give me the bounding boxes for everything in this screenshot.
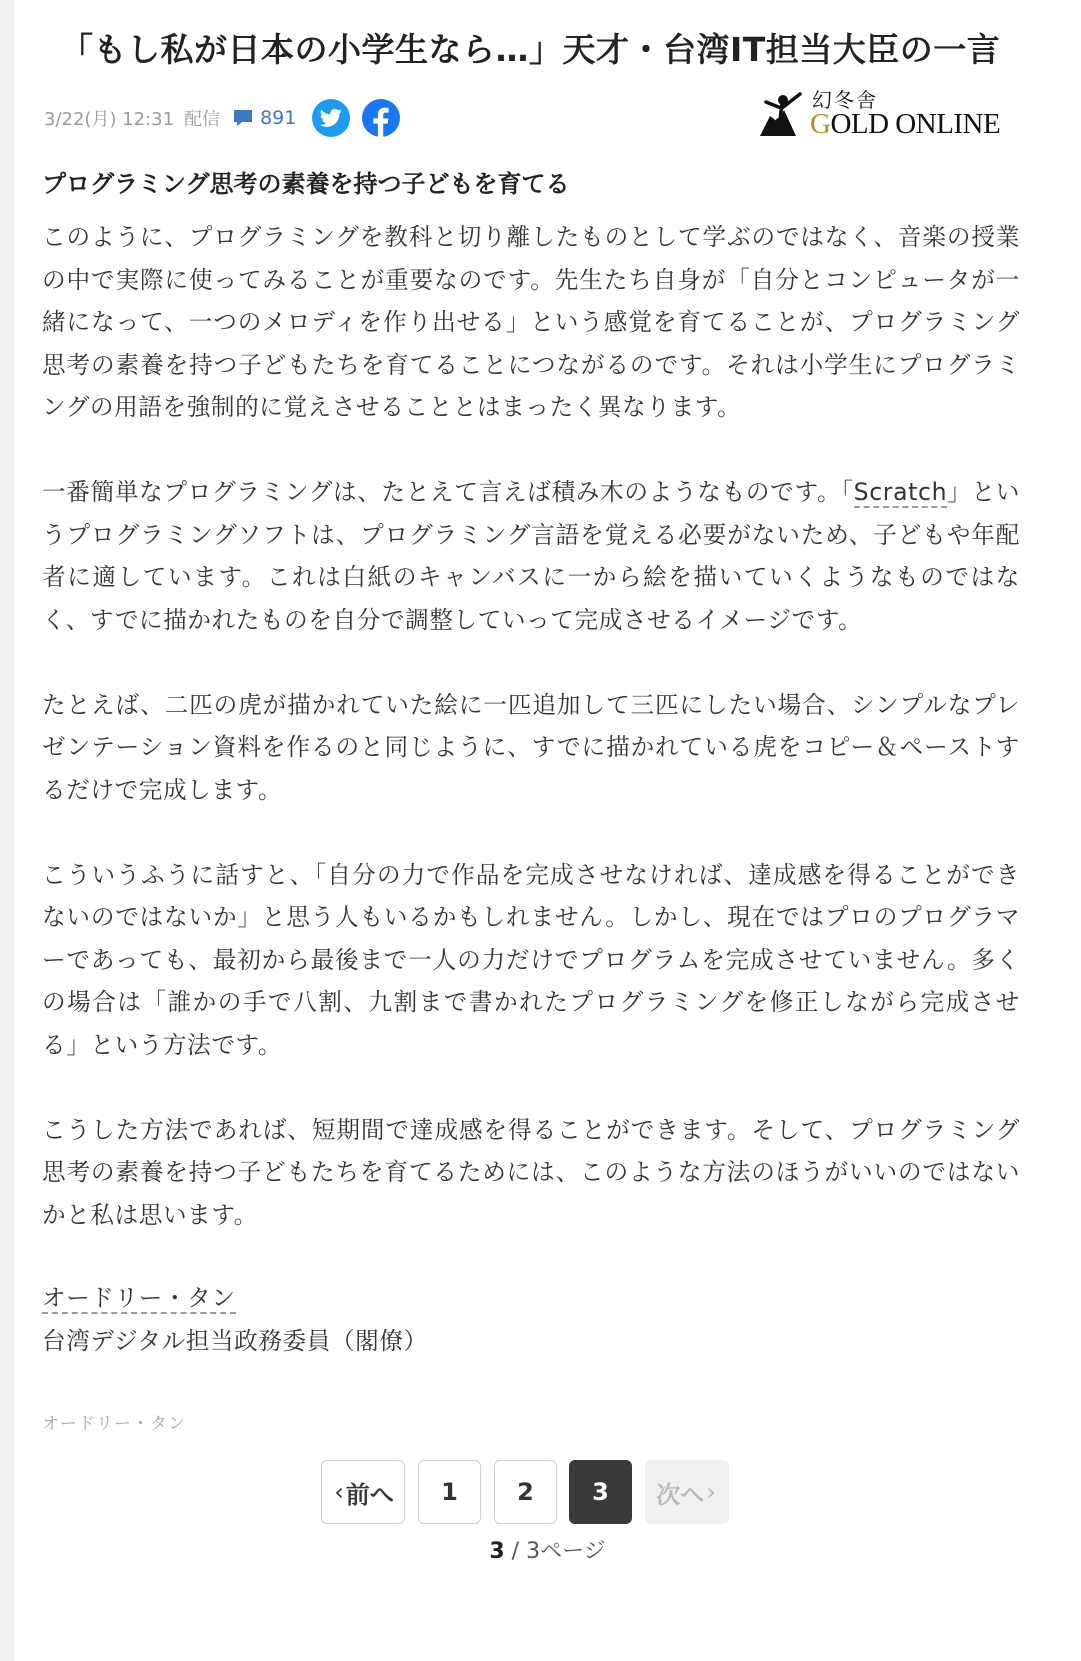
article-subheading: プログラミング思考の素養を持つ子どもを育てる [42, 170, 570, 198]
logo-japanese-text: 幻冬舎 [812, 88, 878, 112]
next-page-button-disabled: 次へ › [645, 1460, 729, 1524]
page-3-button-current[interactable]: 3 [569, 1460, 632, 1524]
pagination [14, 1460, 1081, 1526]
twitter-share-button[interactable] [312, 99, 350, 137]
comment-link[interactable] [232, 107, 296, 129]
author-info [42, 1277, 428, 1362]
delivered-label: 配信 [184, 109, 221, 130]
article-body [42, 216, 1020, 1279]
gold-online-logo[interactable] [756, 84, 1016, 142]
logo-english-text: GOLD ONLINE [810, 108, 1001, 140]
paragraph-3: たとえば、二匹の虎が描かれていた絵に一匹追加して三匹にしたい場合、シンプルなプレゼンテーション資料を作るのと同じように、すでに描かれている虎をコピー＆ペーストするだけで完成します。 [42, 690, 1020, 804]
author-name-link[interactable]: オードリー・タン [42, 1284, 236, 1312]
author-title: 台湾デジタル担当政務委員（閣僚） [42, 1326, 428, 1355]
comment-count: 891 [260, 107, 297, 129]
paragraph-5: こうした方法であれば、短期間で達成感を得ることができます。そして、プログラミング思考の素養を持つ子どもたちを育てるためには、このような方法のほうがいいのではないかと私は思います。 [42, 1115, 1020, 1229]
facebook-share-button[interactable] [362, 99, 400, 137]
facebook-icon [362, 99, 400, 137]
prev-page-button[interactable]: ‹ 前へ [321, 1460, 405, 1524]
scratch-link[interactable]: Scratch [853, 478, 948, 506]
chevron-left-icon: ‹ [334, 1478, 344, 1506]
twitter-icon [320, 108, 342, 128]
article-meta [44, 96, 400, 140]
comment-icon [232, 108, 254, 128]
article-page [14, 0, 1081, 1661]
page-2-button[interactable]: 2 [494, 1460, 557, 1524]
current-page-number: 3 [489, 1539, 505, 1564]
paragraph-1: このように、プログラミングを教科と切り離したものとして学ぶのではなく、音楽の授業の中で実際に使ってみることが重要なのです。先生たち自身が「自分とコンピュータが一緒になって、一つのメロディを作り出せる」という感覚を育てることが、プログラミング思考の素養を持つ子どもたちを育てることにつながるのです。それは小学生にプログラミングの用語を強制的に覚えさせることとはまったく異なります。 [42, 223, 1020, 421]
gentosha-logo-icon [756, 86, 806, 138]
page-1-button[interactable]: 1 [418, 1460, 481, 1524]
page-count [14, 1534, 1081, 1565]
paragraph-2: 一番簡単なプログラミングは、たとえて言えば積み木のようなものです。「Scratch」というプログラミングソフトは、プログラミング言語を覚える必要がないため、子どもや年配者に適しています。これは白紙のキャンバスに一から絵を描いていくようなものではなく、すでに描かれたものを自分で調整していって完成させるイメージです。 [42, 478, 1020, 634]
total-pages-text: / 3ページ [511, 1539, 606, 1564]
chevron-right-icon: › [706, 1478, 716, 1506]
article-title: 「もし私が日本の小学生なら…」天才・台湾IT担当大臣の一言 [60, 30, 1001, 69]
paragraph-4: こういうふうに話すと、「自分の力で作品を完成させなければ、達成感を得ることができないのではないか」と思う人もいるかもしれません。しかし、現在ではプロのプログラマーであっても、最初から最後まで一人の力だけでプログラムを完成させていません。多くの場合は「誰かの手で八割、九割まで書かれたプログラミングを修正しながら完成させる」という方法です。 [42, 860, 1020, 1059]
publish-date: 3/22(月) 12:31 [44, 109, 175, 130]
source-credit: オードリー・タン [42, 1414, 186, 1434]
